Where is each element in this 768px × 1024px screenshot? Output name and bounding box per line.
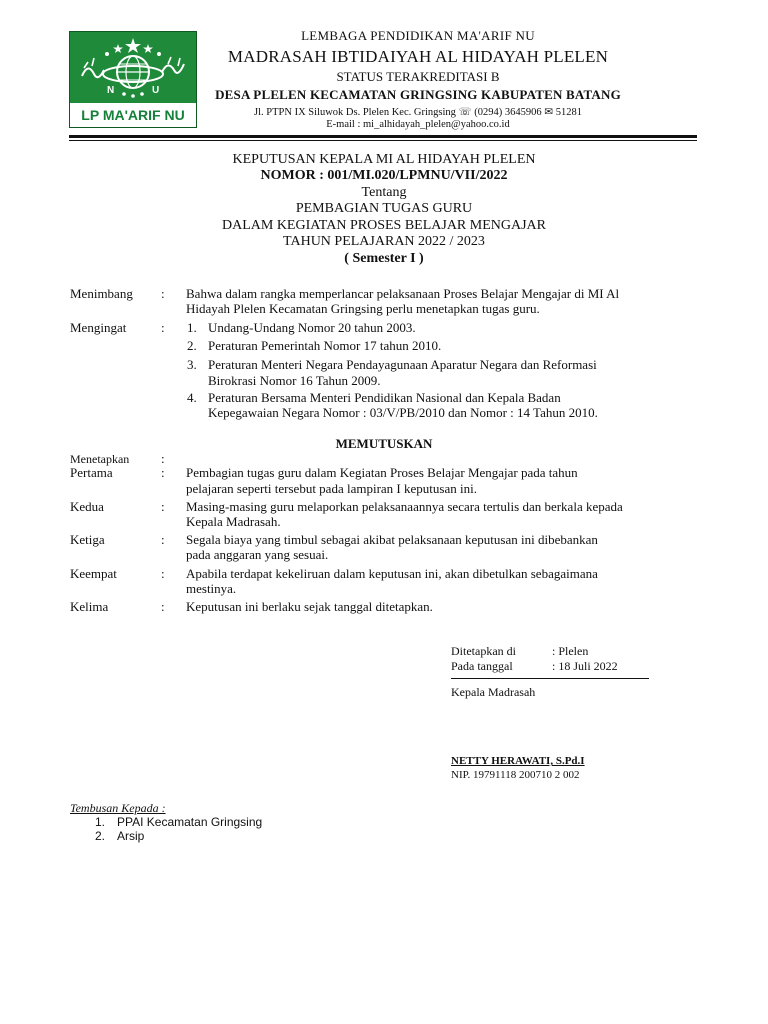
considering-line-1: Bahwa dalam rangka memperlancar pelaksanaan Proses Belajar Mengajar di MI Al — [186, 286, 620, 301]
signatory-name: NETTY HERAWATI, S.Pd.I — [451, 755, 585, 767]
decision-text: Pembagian tugas guru dalam Kegiatan Proses Belajar Mengajar pada tahun — [186, 465, 578, 480]
accreditation-status: STATUS TERAKREDITASI B — [336, 69, 500, 84]
decides-heading: MEMUTUSKAN — [335, 436, 433, 451]
copies-item-number: 2. — [95, 829, 106, 843]
place-label: Ditetapkan di — [451, 644, 516, 658]
decision-label: Keempat — [70, 566, 117, 581]
postal-code: 51281 — [555, 107, 582, 118]
signatory-nip: NIP. 19791118 200710 2 002 — [451, 769, 580, 781]
decree-title: KEPUTUSAN KEPALA MI AL HIDAYAH PLELEN — [232, 152, 536, 167]
address: Jl. PTPN IX Siluwok Ds. Plelen Kec. Gringsing — [254, 107, 456, 118]
copies-item: PPAI Kecamatan Gringsing — [117, 815, 263, 829]
header-divider-thin — [69, 140, 697, 141]
recalling-item-text-cont: Kepegawaian Negara Nomor : 03/V/PB/2010 dan Nomor : 14 Tahun 2010. — [208, 405, 598, 420]
establish-colon: : — [161, 451, 165, 466]
decision-text-cont: mestinya. — [186, 581, 237, 596]
decision-label: Pertama — [70, 465, 113, 480]
header-divider-thick — [69, 135, 697, 138]
phone: (0294) 3645906 — [474, 107, 542, 118]
logo-letter-u: U — [152, 85, 160, 96]
decree-subject-1: PEMBAGIAN TUGAS GURU — [295, 201, 473, 216]
decree-about: Tentang — [361, 185, 407, 200]
decision-text: Segala biaya yang timbul sebagai akibat pelaksanaan keputusan ini dibebankan — [186, 532, 598, 547]
recalling-item-number: 1. — [187, 320, 197, 335]
school-name: MADRASAH IBTIDAIYAH AL HIDAYAH PLELEN — [227, 47, 609, 66]
copies-item-number: 1. — [95, 815, 106, 829]
phone-icon: ☏ — [458, 107, 472, 118]
recalling-item-number: 2. — [187, 338, 197, 353]
recalling-item-text: Peraturan Menteri Negara Pendayagunaan Aparatur Negara dan Reformasi — [208, 357, 597, 372]
recalling-item-text: Undang-Undang Nomor 20 tahun 2003. — [208, 320, 416, 335]
establish-label: Menetapkan — [70, 452, 130, 466]
decision-label: Ketiga — [70, 532, 105, 547]
decree-year: TAHUN PELAJARAN 2022 / 2023 — [283, 234, 485, 249]
recalling-item-number: 3. — [187, 357, 197, 372]
considering-label: Menimbang — [70, 286, 133, 301]
decision-text-cont: pada anggaran yang sesuai. — [186, 547, 329, 562]
school-location: DESA PLELEN KECAMATAN GRINGSING KABUPATEN BATANG — [215, 87, 621, 102]
decree-subject-2: DALAM KEGIATAN PROSES BELAJAR MENGAJAR — [221, 218, 546, 233]
place-value: : Plelen — [552, 644, 589, 658]
recalling-item-text: Peraturan Bersama Menteri Pendidikan Nasional dan Kepala Badan — [208, 390, 561, 405]
signature-divider — [451, 678, 649, 679]
decision-colon: : — [161, 499, 165, 514]
recalling-colon: : — [161, 320, 165, 335]
decision-colon: : — [161, 599, 165, 614]
copies-item: Arsip — [117, 829, 145, 843]
logo-text: LP MA'ARIF NU — [70, 103, 196, 127]
decision-text: Apabila terdapat kekeliruan dalam keputusan ini, akan dibetulkan sebagaimana — [186, 566, 598, 581]
logo-letter-n: N — [107, 85, 115, 96]
email: E-mail : mi_alhidayah_plelen@yahoo.co.id — [326, 119, 510, 130]
decision-label: Kedua — [70, 499, 104, 514]
recalling-item-number: 4. — [187, 390, 197, 405]
decision-colon: : — [161, 566, 165, 581]
decision-text-cont: Kepala Madrasah. — [186, 514, 281, 529]
decision-colon: : — [161, 465, 165, 480]
date-label: Pada tanggal — [451, 659, 513, 673]
contact-line — [0, 106, 768, 118]
decision-text: Keputusan ini berlaku sejak tanggal ditetapkan. — [186, 599, 433, 614]
recalling-item-text: Peraturan Pemerintah Nomor 17 tahun 2010. — [208, 338, 442, 353]
copies-heading: Tembusan Kepada : — [70, 801, 166, 815]
mail-icon: ✉ — [544, 107, 554, 118]
signatory-role: Kepala Madrasah — [451, 685, 536, 699]
decision-colon: : — [161, 532, 165, 547]
considering-colon: : — [161, 286, 165, 301]
decree-number: NOMOR : 001/MI.020/LPMNU/VII/2022 — [260, 168, 508, 183]
recalling-label: Mengingat — [70, 320, 127, 335]
considering-line-2: Hidayah Plelen Kecamatan Gringsing perlu menetapkan tugas guru. — [186, 301, 540, 316]
date-value: : 18 Juli 2022 — [552, 659, 618, 673]
decision-label: Kelima — [70, 599, 109, 614]
decision-text-cont: pelajaran seperti tersebut pada lampiran I keputusan ini. — [186, 481, 477, 496]
recalling-item-text-cont: Birokrasi Nomor 16 Tahun 2009. — [208, 373, 381, 388]
institution-name: LEMBAGA PENDIDIKAN MA'ARIF NU — [301, 28, 535, 43]
decision-text: Masing-masing guru melaporkan pelaksanaannya secara tertulis dan berkala kepada — [186, 499, 623, 514]
decree-semester: ( Semester I ) — [344, 251, 424, 266]
